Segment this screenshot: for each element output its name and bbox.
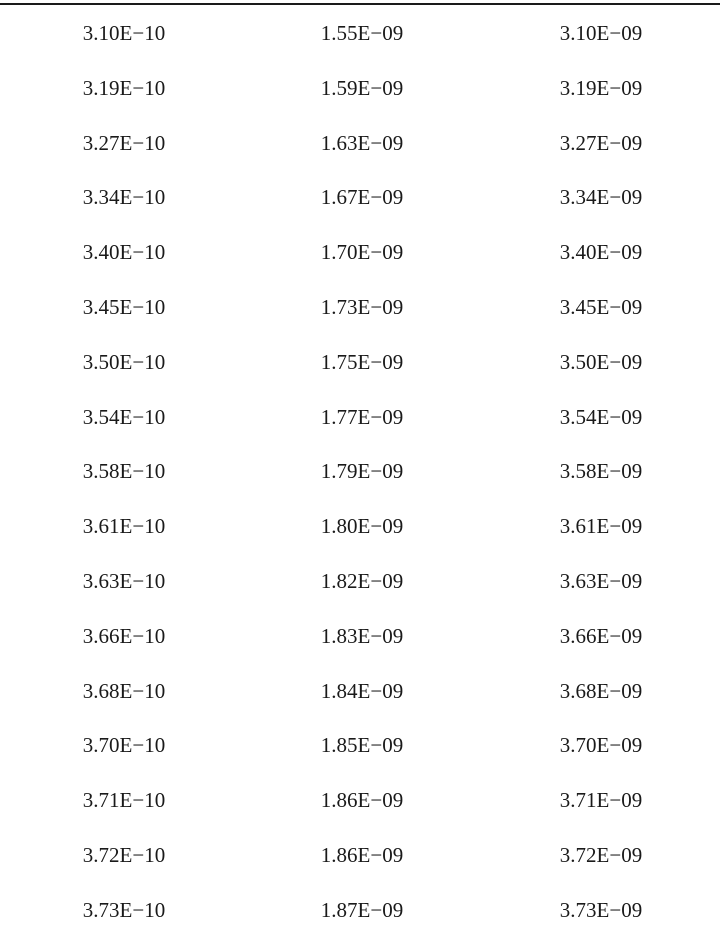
- table-cell-col-3: 3.40E−09: [559, 240, 643, 265]
- table-cell-col-1: 3.61E−10: [82, 514, 166, 539]
- table-cell-col-1: 3.54E−10: [82, 404, 166, 429]
- table-row: [0, 116, 720, 171]
- table-row: [0, 170, 720, 225]
- table-cell-col-1: 3.63E−10: [82, 568, 166, 593]
- table-cell-col-3: 3.34E−09: [559, 185, 643, 210]
- table-cell-col-1: 3.10E−10: [82, 21, 166, 45]
- table-cell-col-3: 3.71E−09: [559, 788, 643, 813]
- table-row: [0, 61, 720, 116]
- table-cell-col-1: 3.68E−10: [82, 678, 166, 703]
- table-cell-col-3: 3.27E−09: [559, 130, 643, 155]
- table-cell-col-2: 1.85E−09: [320, 733, 404, 758]
- table-cell-col-2: 1.79E−09: [320, 459, 404, 484]
- table-cell-col-3: 3.10E−09: [559, 21, 643, 45]
- table-cell-col-1: 3.27E−10: [82, 130, 166, 155]
- table-cell-col-2: 1.83E−09: [320, 623, 404, 648]
- table-cell-col-1: 3.66E−10: [82, 623, 166, 648]
- table-row: [0, 609, 720, 664]
- table-row: [0, 6, 720, 61]
- table-cell-col-3: 3.63E−09: [559, 568, 643, 593]
- table-cell-col-2: 1.70E−09: [320, 240, 404, 265]
- table-cell-col-3: 3.70E−09: [559, 733, 643, 758]
- table-cell-col-2: 1.67E−09: [320, 185, 404, 210]
- table-cell-col-2: 1.63E−09: [320, 130, 404, 155]
- table-row: [0, 444, 720, 499]
- table-row: [0, 828, 720, 883]
- table-cell-col-3: 3.19E−09: [559, 75, 643, 100]
- table-cell-col-1: 3.19E−10: [82, 75, 166, 100]
- table-row: [0, 280, 720, 335]
- table-cell-col-3: 3.45E−09: [559, 294, 643, 319]
- table-row: [0, 883, 720, 938]
- table-cell-col-2: 1.86E−09: [320, 788, 404, 813]
- table-row: [0, 773, 720, 828]
- table-row: [0, 335, 720, 390]
- table-row: [0, 664, 720, 719]
- table-row: [0, 554, 720, 609]
- table-cell-col-3: 3.68E−09: [559, 678, 643, 703]
- table-cell-col-2: 1.75E−09: [320, 349, 404, 374]
- table-top-rule: [0, 3, 720, 5]
- table-row: [0, 718, 720, 773]
- table-row: [0, 499, 720, 554]
- table-cell-col-3: 3.54E−09: [559, 404, 643, 429]
- table-cell-col-2: 1.59E−09: [320, 75, 404, 100]
- table-cell-col-2: 1.77E−09: [320, 404, 404, 429]
- table-cell-col-2: 1.82E−09: [320, 568, 404, 593]
- table-cell-col-3: 3.73E−09: [559, 897, 643, 922]
- table-cell-col-3: 3.50E−09: [559, 349, 643, 374]
- table-row: [0, 390, 720, 445]
- table-cell-col-2: 1.80E−09: [320, 514, 404, 539]
- data-table: [0, 6, 720, 938]
- table-cell-col-1: 3.73E−10: [82, 897, 166, 922]
- table-cell-col-3: 3.72E−09: [559, 842, 643, 867]
- table-cell-col-1: 3.71E−10: [82, 788, 166, 813]
- table-cell-col-2: 1.73E−09: [320, 294, 404, 319]
- table-cell-col-1: 3.45E−10: [82, 294, 166, 319]
- table-cell-col-2: 1.86E−09: [320, 842, 404, 867]
- table-cell-col-2: 1.87E−09: [320, 897, 404, 922]
- table-cell-col-1: 3.50E−10: [82, 349, 166, 374]
- table-cell-col-1: 3.58E−10: [82, 459, 166, 484]
- table-cell-col-2: 1.84E−09: [320, 678, 404, 703]
- table-cell-col-3: 3.58E−09: [559, 459, 643, 484]
- table-cell-col-1: 3.70E−10: [82, 733, 166, 758]
- table-cell-col-2: 1.55E−09: [320, 21, 404, 45]
- table-row: [0, 225, 720, 280]
- table-cell-col-3: 3.66E−09: [559, 623, 643, 648]
- table-cell-col-1: 3.40E−10: [82, 240, 166, 265]
- table-cell-col-3: 3.61E−09: [559, 514, 643, 539]
- table-cell-col-1: 3.34E−10: [82, 185, 166, 210]
- table-cell-col-1: 3.72E−10: [82, 842, 166, 867]
